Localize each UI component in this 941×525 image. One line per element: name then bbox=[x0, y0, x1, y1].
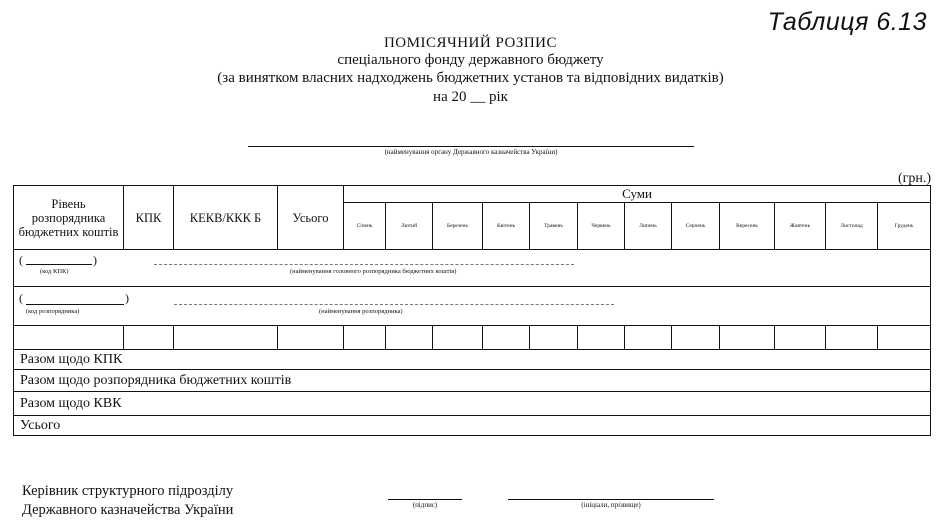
org-name-line bbox=[248, 146, 694, 147]
header-total: Усього bbox=[278, 186, 344, 250]
month-header: Травень bbox=[530, 203, 578, 250]
org-name-caption: (найменування органу Державного казначейства України) bbox=[384, 148, 558, 156]
document-title: ПОМІСЯЧНИЙ РОЗПИС bbox=[383, 35, 558, 51]
document-year: на 20 __ рік bbox=[433, 89, 508, 105]
data-cell[interactable] bbox=[344, 326, 386, 350]
data-cell[interactable] bbox=[625, 326, 672, 350]
month-header: Вересень bbox=[720, 203, 775, 250]
data-cell[interactable] bbox=[826, 326, 878, 350]
data-cell[interactable] bbox=[530, 326, 578, 350]
data-cell[interactable] bbox=[878, 326, 931, 350]
data-cell[interactable] bbox=[386, 326, 433, 350]
manager-code-caption: (код розпорядника) bbox=[26, 308, 80, 315]
total-kvk-row: Разом щодо КВК bbox=[14, 392, 931, 416]
data-cell[interactable] bbox=[578, 326, 625, 350]
header-kpk: КПК bbox=[124, 186, 174, 250]
data-cell[interactable] bbox=[483, 326, 530, 350]
data-cell[interactable] bbox=[124, 326, 174, 350]
month-header: Жовтень bbox=[775, 203, 826, 250]
signatory-title-line2: Державного казначейства України bbox=[22, 502, 234, 518]
month-header: Березень bbox=[433, 203, 483, 250]
name-line bbox=[508, 499, 714, 500]
signature-caption: (підпис) bbox=[412, 501, 438, 509]
kpk-row: ( ) (код КПК) (найменування головного розпорядника бюджетних коштів) bbox=[14, 250, 931, 287]
units-label: (грн.) bbox=[897, 171, 931, 186]
signature-line bbox=[388, 499, 462, 500]
table-label: Таблиця 6.13 bbox=[767, 8, 927, 36]
kpk-code-caption: (код КПК) bbox=[40, 268, 69, 275]
month-header: Липень bbox=[625, 203, 672, 250]
header-level: Рівень розпорядника бюджетних коштів bbox=[14, 186, 124, 250]
month-header: Грудень bbox=[878, 203, 931, 250]
month-header: Січень bbox=[344, 203, 386, 250]
month-header: Листопад bbox=[826, 203, 878, 250]
month-header: Червень bbox=[578, 203, 625, 250]
total-kpk-row: Разом щодо КПК bbox=[14, 350, 931, 370]
data-cell[interactable] bbox=[720, 326, 775, 350]
month-header: Лютий bbox=[386, 203, 433, 250]
kpk-name-caption: (найменування головного розпорядника бюджетних коштів) bbox=[290, 268, 457, 275]
data-cell[interactable] bbox=[775, 326, 826, 350]
data-cell[interactable] bbox=[278, 326, 344, 350]
month-header: Серпень bbox=[672, 203, 720, 250]
manager-name-caption: (найменування розпорядника) bbox=[319, 308, 403, 315]
total-manager-row: Разом щодо розпорядника бюджетних коштів bbox=[14, 370, 931, 392]
document-subtitle: спеціального фонду державного бюджету bbox=[337, 52, 604, 68]
signatory-title-line1: Керівник структурного підрозділу bbox=[22, 483, 234, 499]
total-all-row: Усього bbox=[14, 416, 931, 436]
name-caption: (ініціали, прізвище) bbox=[581, 501, 641, 509]
data-cell[interactable] bbox=[174, 326, 278, 350]
manager-row: ( ) (код розпорядника) (найменування розпорядника) bbox=[14, 287, 931, 326]
document-subtitle-note: (за винятком власних надходжень бюджетних установ та відповідних видатків) bbox=[217, 70, 724, 86]
schedule-table bbox=[13, 185, 931, 436]
month-header: Квітень bbox=[483, 203, 530, 250]
data-cell[interactable] bbox=[672, 326, 720, 350]
header-kekv: КЕКВ/ККК Б bbox=[174, 186, 278, 250]
header-sums: Суми bbox=[344, 186, 931, 203]
data-cell[interactable] bbox=[14, 326, 124, 350]
data-cell[interactable] bbox=[433, 326, 483, 350]
